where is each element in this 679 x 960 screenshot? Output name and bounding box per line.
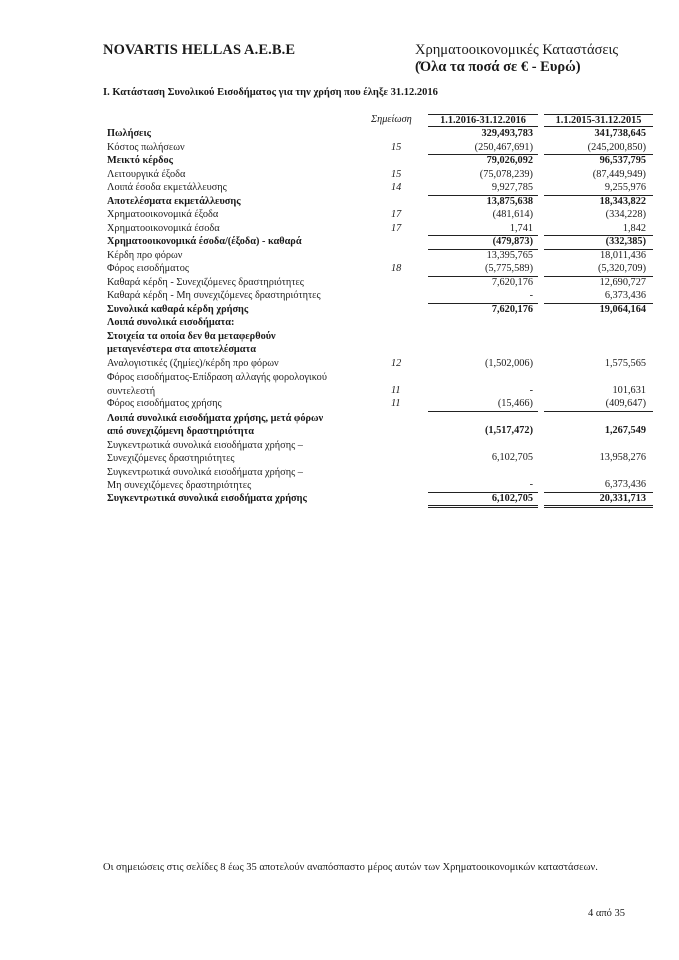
row-value-2015: 6,373,436: [604, 479, 646, 490]
subtotal-rule: [428, 505, 538, 506]
row-value-2016: (1,517,472): [484, 425, 533, 436]
subtotal-rule: [544, 276, 653, 277]
row-label: Κέρδη προ φόρων: [107, 249, 183, 261]
row-label-line1: Συγκεντρωτικά συνολικά εισοδήματα χρήσης –: [107, 439, 303, 451]
subtotal-rule: [544, 235, 653, 236]
row-label-line1: Φόρος εισοδήματος-Επίδραση αλλαγής φορολογικού: [107, 372, 327, 383]
row-value-2016: 7,620,176: [491, 276, 533, 288]
row-value-2016: (5,775,589): [484, 263, 533, 274]
subtotal-rule: [428, 235, 538, 236]
company-name: NOVARTIS HELLAS A.E.B.E: [103, 42, 296, 58]
row-value-2016: -: [529, 290, 533, 301]
row-value-2016: 13,875,638: [486, 195, 533, 207]
table-row: [103, 263, 653, 277]
table-row: [103, 182, 653, 196]
table-row: [103, 344, 653, 358]
row-value-2015: 9,255,976: [604, 182, 646, 193]
row-value-2015: 12,690,727: [599, 276, 646, 288]
row-value-2015: 19,064,164: [599, 303, 646, 315]
row-label: Φόρος εισοδήματος: [107, 263, 189, 274]
row-note-ref: 17: [391, 222, 402, 234]
subtotal-rule: [544, 492, 653, 493]
row-label: Καθαρά κέρδη - Μη συνεχιζόμενες δραστηριότητες: [107, 290, 321, 301]
table-row: [103, 398, 653, 412]
table-row: [103, 196, 653, 210]
row-note-ref: 17: [391, 209, 402, 220]
row-value-2016: 9,927,785: [491, 182, 533, 193]
row-note-ref: 18: [391, 263, 402, 274]
table-row: [103, 466, 653, 493]
row-label: μεταγενέστερα στα αποτελέσματα: [107, 344, 257, 355]
table-row: [103, 439, 653, 466]
row-value-2015: 1,842: [622, 222, 646, 234]
subtotal-rule: [428, 249, 538, 250]
row-label-line2: συντελεστή: [107, 385, 156, 397]
table-row: [103, 128, 653, 142]
period-2015-header: 1.1.2015-31.12.2015: [544, 114, 653, 127]
row-note-ref: 11: [391, 398, 401, 409]
row-value-2016: -: [529, 479, 533, 490]
income-statement-table: [103, 114, 653, 506]
row-label: [107, 439, 303, 466]
row-label: Μεικτό κέρδος: [107, 155, 173, 166]
row-value-2015: (334,228): [605, 209, 646, 220]
section-title: Ι. Κατάσταση Συνολικού Εισοδήματος για την χρήση που έληξε 31.12.2016: [103, 87, 438, 98]
row-value-2015: 341,738,645: [594, 128, 646, 139]
row-value-2015: 18,343,822: [599, 195, 646, 207]
row-label: Κόστος πωλήσεων: [107, 141, 185, 153]
subtotal-rule: [544, 154, 653, 155]
column-headers: [103, 114, 653, 128]
table-row: [103, 250, 653, 264]
table-row: [103, 155, 653, 169]
table-row: [103, 317, 653, 331]
currency-note: (Όλα τα ποσά σε € - Ευρώ): [415, 59, 581, 75]
row-label: Στοιχεία τα οποία δεν θα μεταφερθούν: [107, 330, 276, 342]
row-value-2016: (1,502,006): [484, 357, 533, 369]
row-value-2015: (5,320,709): [597, 263, 646, 274]
row-value-2015: 18,011,436: [600, 249, 646, 261]
row-value-2015: (332,385): [605, 236, 646, 247]
row-label-line2: Συνεχιζόμενες δραστηριότητες: [107, 453, 235, 464]
row-label-line2: Μη συνεχιζόμενες δραστηριότητες: [107, 480, 252, 491]
subtotal-rule: [428, 303, 538, 304]
subtotal-rule: [544, 411, 653, 412]
table-row: [103, 493, 653, 507]
row-value-2016: -: [529, 384, 533, 396]
row-value-2015: (87,449,949): [592, 168, 646, 180]
table-row: [103, 236, 653, 250]
subtotal-rule: [544, 303, 653, 304]
row-label: Αποτελέσματα εκμετάλλευσης: [107, 195, 241, 207]
row-value-2015: 13,958,276: [599, 452, 646, 463]
row-value-2016: 6,102,705: [491, 492, 533, 504]
row-value-2016: (479,873): [492, 236, 533, 247]
row-label: Πωλήσεις: [107, 128, 151, 139]
row-label: Καθαρά κέρδη - Συνεχιζόμενες δραστηριότητες: [107, 276, 304, 288]
subtotal-rule: [544, 507, 653, 508]
table-row: [103, 412, 653, 439]
subtotal-rule: [428, 154, 538, 155]
note-column-header: Σημείωση: [371, 114, 412, 125]
row-note-ref: 14: [391, 182, 402, 193]
row-label: Λοιπά συνολικά εισοδήματα:: [107, 317, 235, 328]
table-row: [103, 209, 653, 223]
table-row: [103, 331, 653, 345]
row-label: [107, 371, 327, 398]
row-value-2016: (250,467,691): [474, 141, 533, 153]
table-row: [103, 358, 653, 372]
row-value-2015: 6,373,436: [604, 290, 646, 301]
row-value-2015: (409,647): [605, 398, 646, 409]
row-value-2015: 1,575,565: [604, 357, 646, 369]
row-label: Συγκεντρωτικά συνολικά εισοδήματα χρήσης: [107, 492, 307, 504]
subtotal-rule: [544, 505, 653, 506]
row-label: Χρηματοοικονομικά έξοδα: [107, 209, 219, 220]
period-2016-header: 1.1.2016-31.12.2016: [428, 114, 538, 127]
row-label: [107, 412, 323, 439]
row-value-2016: 1,741: [509, 222, 533, 234]
row-note-ref: 15: [391, 141, 402, 153]
row-value-2016: (481,614): [492, 209, 533, 220]
subtotal-rule: [544, 249, 653, 250]
row-note-ref: 11: [391, 384, 401, 396]
table-row: [103, 277, 653, 291]
subtotal-rule: [428, 507, 538, 508]
row-value-2015: 101,631: [612, 384, 646, 396]
subtotal-rule: [428, 276, 538, 277]
row-label-line1: Λοιπά συνολικά εισοδήματα χρήσης, μετά φόρων: [107, 412, 324, 424]
row-label: Λειτουργικά έξοδα: [107, 168, 186, 180]
table-row: [103, 290, 653, 304]
row-value-2015: 1,267,549: [604, 425, 646, 436]
row-label: Χρηματοοικονομικά έσοδα: [107, 222, 220, 234]
row-value-2016: 7,620,176: [491, 303, 533, 315]
row-label: Αναλογιστικές (ζημίες)/κέρδη προ φόρων: [107, 357, 279, 369]
row-value-2016: 6,102,705: [491, 452, 533, 463]
table-row: [103, 304, 653, 318]
page-number: 4 από 35: [588, 908, 626, 919]
row-value-2016: (15,466): [497, 398, 533, 409]
row-label: Συνολικά καθαρά κέρδη χρήσης: [107, 303, 249, 315]
row-value-2016: 79,026,092: [486, 155, 533, 166]
row-label: [107, 466, 303, 493]
document-title-line1: Χρηματοοικονομικές Καταστάσεις: [415, 42, 619, 58]
row-label-line2: από συνεχιζόμενη δραστηριότητα: [107, 426, 255, 437]
table-row: [103, 223, 653, 237]
row-value-2015: 20,331,713: [599, 492, 646, 504]
row-label: Φόρος εισοδήματος χρήσης: [107, 398, 222, 409]
row-label-line1: Συγκεντρωτικά συνολικά εισοδήματα χρήσης –: [107, 466, 303, 478]
row-note-ref: 12: [391, 357, 402, 369]
row-value-2016: (75,078,239): [479, 168, 533, 180]
subtotal-rule: [428, 411, 538, 412]
subtotal-rule: [428, 195, 538, 196]
row-value-2016: 13,395,765: [486, 249, 533, 261]
row-note-ref: 15: [391, 168, 402, 180]
table-row: [103, 169, 653, 183]
row-value-2015: 96,537,795: [599, 155, 646, 166]
row-value-2015: (245,200,850): [587, 141, 646, 153]
document-title: [415, 42, 618, 76]
row-value-2016: 329,493,783: [481, 128, 533, 139]
footnote: Οι σημειώσεις στις σελίδες 8 έως 35 αποτελούν αναπόσπαστο μέρος αυτών των Χρηματοοικονομικών καταστάσεων.: [103, 862, 598, 873]
row-label: Λοιπά έσοδα εκμετάλλευσης: [107, 182, 227, 193]
subtotal-rule: [544, 195, 653, 196]
table-body: [103, 128, 653, 506]
subtotal-rule: [428, 492, 538, 493]
table-row: [103, 371, 653, 398]
row-label: Χρηματοοικονομικά έσοδα/(έξοδα) - καθαρά: [107, 236, 302, 247]
table-row: [103, 142, 653, 156]
